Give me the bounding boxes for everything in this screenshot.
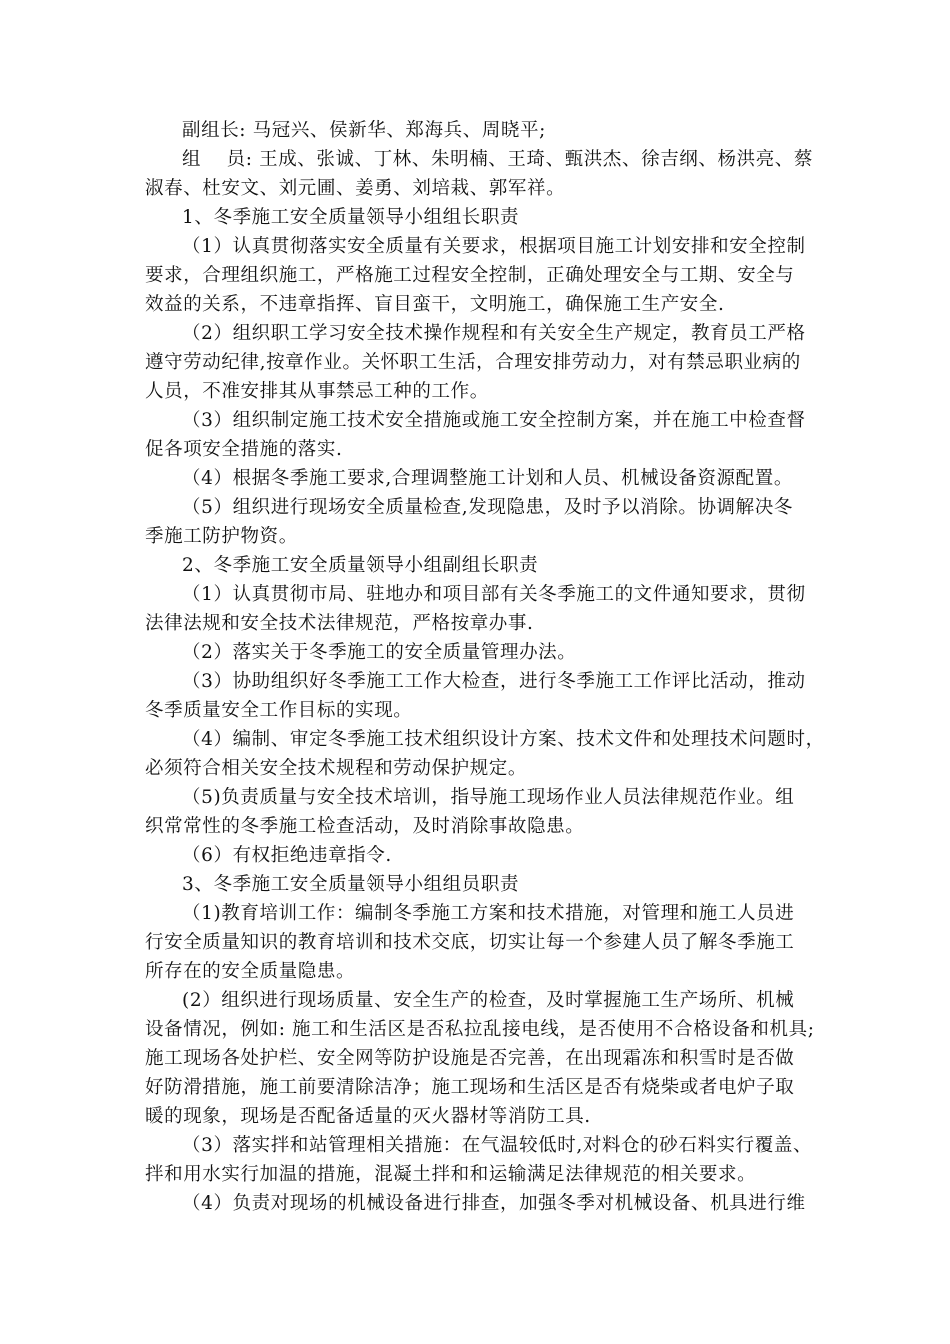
text-line: （4）负责对现场的机械设备进行排查，加强冬季对机械设备、机具进行维 [182, 1193, 806, 1214]
text-line: 遵守劳动纪律,按章作业。关怀职工生活，合理安排劳动力，对有禁忌职业病的 [145, 352, 801, 373]
section-heading: 2、冬季施工安全质量领导小组副组长职责 [182, 555, 539, 576]
text-line: (2）组织进行现场质量、安全生产的检查，及时掌握施工生产场所、机械 [182, 990, 795, 1011]
text-line: （3）组织制定施工技术安全措施或施工安全控制方案，并在施工中检查督 [182, 410, 806, 431]
text-line: （1）认真贯彻市局、驻地办和项目部有关冬季施工的文件通知要求，贯彻 [182, 584, 806, 605]
section-heading: 3、冬季施工安全质量领导小组组员职责 [182, 874, 520, 895]
text-line: 好防滑措施，施工前要清除洁净；施工现场和生活区是否有烧柴或者电炉子取 [145, 1077, 795, 1098]
text-line: 织常常性的冬季施工检查活动，及时消除事故隐患。 [145, 816, 585, 837]
text-line: （5）组织进行现场安全质量检查,发现隐患，及时予以消除。协调解决冬 [182, 497, 793, 518]
text-line: （4）编制、审定冬季施工技术组织设计方案、技术文件和处理技术问题时， [182, 729, 825, 750]
text-line: 拌和用水实行加温的措施，混凝土拌和和运输满足法律规范的相关要求。 [145, 1164, 757, 1185]
text-line: 要求，合理组织施工，严格施工过程安全控制，正确处理安全与工期、安全与 [145, 265, 795, 286]
text-line: 法律法规和安全技术法律规范，严格按章办事. [145, 613, 534, 634]
text-line: （3）协助组织好冬季施工工作大检查，进行冬季施工工作评比活动，推动 [182, 671, 806, 692]
text-line: （1）认真贯彻落实安全质量有关要求，根据项目施工计划安排和安全控制 [182, 236, 806, 257]
section-heading: 1、冬季施工安全质量领导小组组长职责 [182, 207, 520, 228]
text-line: 人员，不准安排其从事禁忌工种的工作。 [145, 381, 489, 402]
text-line: （4）根据冬季施工要求,合理调整施工计划和人员、机械设备资源配置。 [182, 468, 793, 489]
text-line: （1)教育培训工作：编制冬季施工方案和技术措施，对管理和施工人员进 [182, 903, 795, 924]
text-line: （5)负责质量与安全技术培训，指导施工现场作业人员法律规范作业。组 [182, 787, 795, 808]
text-line: 施工现场各处护栏、安全网等防护设施是否完善，在出现霜冻和积雪时是否做 [145, 1048, 795, 1069]
text-line: 暖的现象，现场是否配备适量的灭火器材等消防工具. [145, 1106, 591, 1127]
text-line: 所存在的安全质量隐患。 [145, 961, 356, 982]
text-line: （2）组织职工学习安全技术操作规程和有关安全生产规定，教育员工严格 [182, 323, 806, 344]
text-line: 淑春、杜安文、刘元圃、姜勇、刘培栽、郭军祥。 [145, 178, 566, 199]
text-line: 必须符合相关安全技术规程和劳动保护规定。 [145, 758, 528, 779]
text-line: 季施工防护物资。 [145, 526, 298, 547]
text-line: 副组长: 马冠兴、侯新华、郑海兵、周晓平; [182, 120, 546, 141]
text-line: 行安全质量知识的教育培训和技术交底，切实让每一个参建人员了解冬季施工 [145, 932, 795, 953]
text-line: 设备情况，例如: 施工和生活区是否私拉乱接电线，是否使用不合格设备和机具; [145, 1019, 815, 1040]
text-line: 组 员: 王成、张诚、丁林、朱明楠、王琦、甄洪杰、徐吉纲、杨洪亮、蔡 [182, 149, 813, 170]
text-line: （3）落实拌和站管理相关措施：在气温较低时,对料仓的砂石料实行覆盖、 [182, 1135, 813, 1156]
text-line: 冬季质量安全工作目标的实现。 [145, 700, 413, 721]
text-line: （6）有权拒绝违章指令. [182, 845, 392, 866]
text-line: 促各项安全措施的落实. [145, 439, 343, 460]
text-line: （2）落实关于冬季施工的安全质量管理办法。 [182, 642, 577, 663]
text-line: 效益的关系，不违章指挥、盲目蛮干，文明施工，确保施工生产安全. [145, 294, 725, 315]
